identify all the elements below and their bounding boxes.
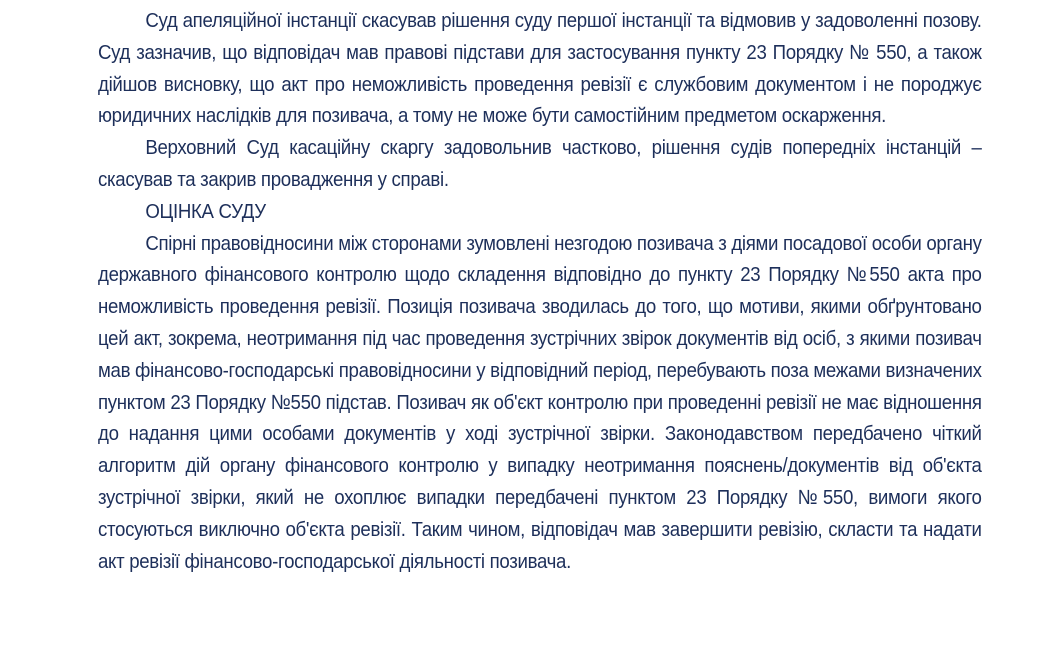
document-body [98,5,982,577]
paragraph-appeal-decision: Суд апеляційної інстанції скасував рішення суду першої інстанції та відмовив у задоволенні позову. Суд зазначив, що відповідач мав правові підстави для застосування пункту 23 Порядку № 550, а також дійшов висновку, що акт про неможливість проведення ревізії є службовим документом і не породжує юридичних наслідків для позивача, а тому не може бути самостійним предметом оскарження. [98,9,982,128]
paragraph-court-assessment: Спірні правовідносини між сторонами зумовлені незгодою позивача з діями посадової особи органу державного фінансового контролю щодо складення відповідно до пункту 23 Порядку №550 акта про неможливість проведення ревізії. Позиція позивача зводилась до того, що мотиви, якими обґрунтовано цей акт, зокрема, неотримання під час проведення зустрічних звірок документів від осіб, з якими позивач мав фінансово-господарські правовідносини у відповідний період, перебувають поза межами визначених пунктом 23 Порядку №550 підстав. Позивач як об'єкт контролю при проведенні ревізії не має відношення до надання цими особами документів у ході зустрічної звірки. Законодавством передбачено чіткий алгоритм дій органу фінансового контролю у випадку неотримання пояснень/документів від об'єкта зустрічної звірки, який не охоплює випадки передбачені пунктом 23 Порядку №550, вимоги якого стосуються виключно об'єкта ревізії. Таким чином, відповідач мав завершити ревізію, скласти та надати акт ревізії фінансово-господарської діяльності позивача. [98,231,982,573]
section-heading: ОЦІНКА СУДУ [145,199,266,223]
paragraph-supreme-court-decision: Верховний Суд касаційну скаргу задовольнив частково, рішення судів попередніх інстанцій – скасував та закрив провадження у справі. [98,136,982,191]
